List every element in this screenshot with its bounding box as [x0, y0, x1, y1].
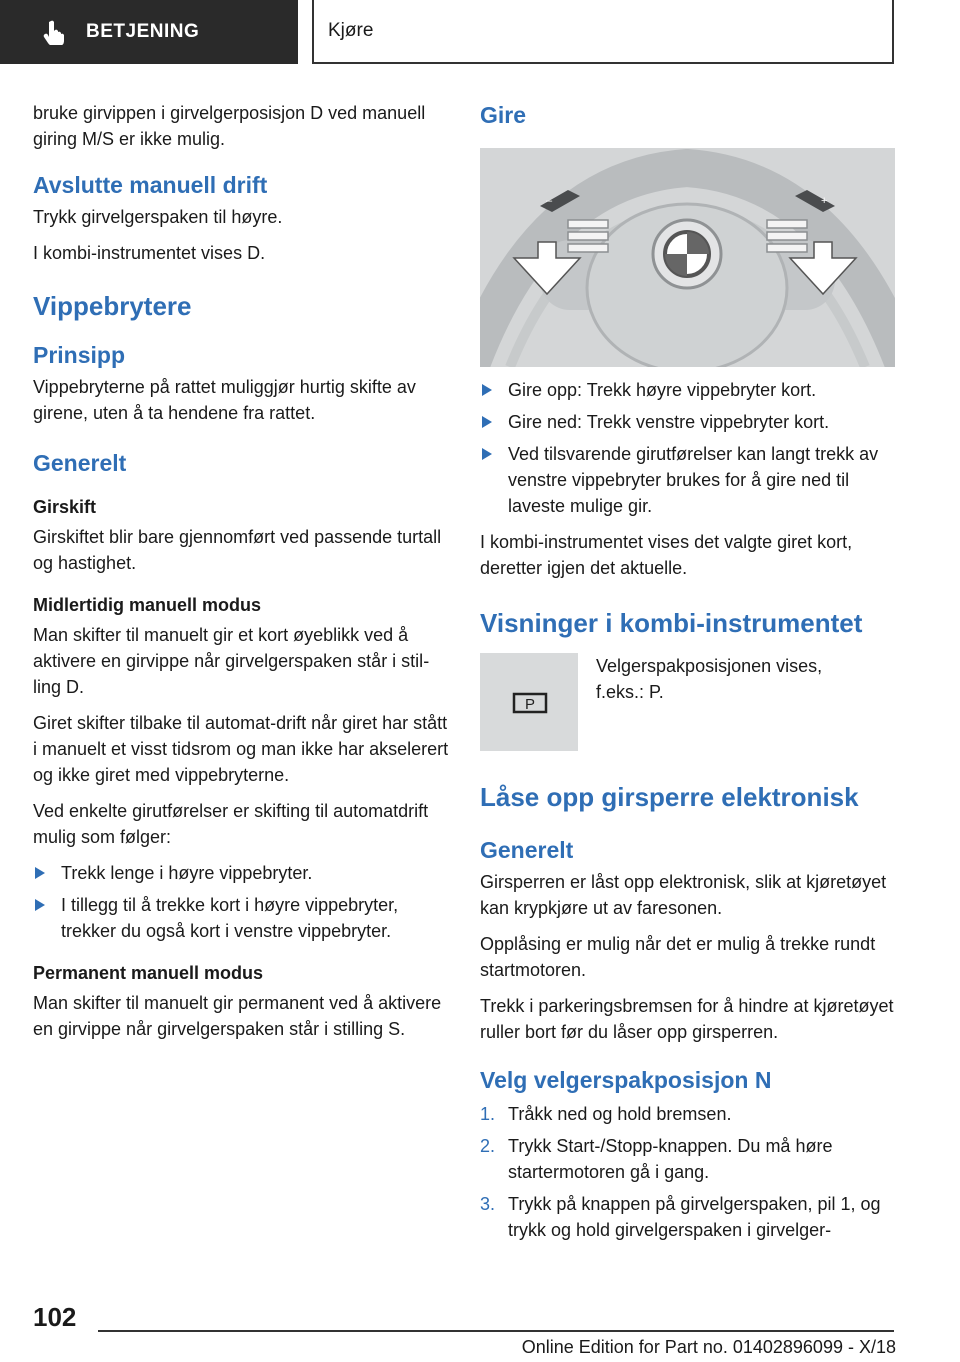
- list-item: Gire ned: Trekk venstre vippebryter kort.: [480, 409, 896, 435]
- paragraph: Trekk i parkeringsbremsen for å hindre at kjøretøyet ruller bort før du låser opp girsperren.: [480, 996, 894, 1042]
- heading-girskift: Girskift: [33, 497, 97, 517]
- heading-avslutte: Avslutte manuell drift: [33, 172, 268, 198]
- paragraph: I kombi-instrumentet vises det valgte giret kort, deretter igjen det aktuelle.: [480, 532, 853, 578]
- paragraph: Vippebryterne på rattet muliggjør hurtig skifte av girene, uten å ta hendene fra rattet.: [33, 377, 416, 423]
- paragraph: bruke girvippen i girvelgerposisjon D ved manuell giring M/S er ikke mulig.: [33, 103, 426, 149]
- footer-edition: Online Edition for Part no. 01402896099 - X/18: [521, 1337, 896, 1357]
- paragraph: Girskiftet blir bare gjennomført ved passende turtall og hastighet.: [33, 527, 442, 573]
- display-caption: Velgerspakposisjonen vises, f.eks.: P.: [596, 656, 823, 702]
- right-column: [480, 100, 896, 1253]
- list-item: 1. Tråkk ned og hold bremsen.: [480, 1104, 732, 1124]
- display-symbol: P: [524, 696, 536, 713]
- triangle-right-icon: [482, 384, 492, 396]
- heading-vippebrytere: Vippebrytere: [33, 291, 192, 321]
- paragraph: Ved enkelte girutførelser er skifting til automatdrift mulig som følger:: [33, 801, 429, 847]
- triangle-right-icon: [35, 899, 45, 911]
- list-item: Gire opp: Trekk høyre vippebryter kort.: [480, 377, 896, 403]
- heading-generelt: Generelt: [33, 450, 127, 476]
- section-label: BETJENING: [86, 21, 200, 42]
- paragraph: Girsperren er låst opp elektronisk, slik at kjøretøyet kan krypkjøre ut av faresonen.: [480, 872, 887, 918]
- footer-divider: [98, 1330, 894, 1332]
- paddle-minus-label: –: [546, 195, 553, 207]
- heading-laase: Låse opp girsperre elektronisk: [480, 782, 859, 812]
- display-indicator-row: [480, 653, 896, 751]
- numbered-list: [480, 1101, 896, 1243]
- gear-display-icon: [480, 653, 578, 751]
- paragraph: Opplåsing er mulig når det er mulig å trekke rundt startmotoren.: [480, 934, 876, 980]
- steering-wheel-illustration: [480, 148, 895, 367]
- paragraph: Trykk girvelgerspaken til høyre.: [33, 207, 283, 227]
- heading-visninger: Visninger i kombi-instrumentet: [480, 608, 863, 638]
- paddle-plus-label: +: [821, 195, 828, 207]
- section-tab: [0, 0, 298, 64]
- heading-midlertidig: Midlertidig manuell modus: [33, 595, 262, 615]
- triangle-right-icon: [482, 448, 492, 460]
- chapter-header: [312, 0, 894, 64]
- bullet-list: [33, 860, 449, 944]
- triangle-right-icon: [482, 416, 492, 428]
- heading-gire: Gire: [480, 102, 527, 128]
- page-number: 102: [33, 1302, 77, 1332]
- list-item: I tillegg til å trekke kort i høyre vippebryter, trekker du også kort i venstre vippebryter.: [33, 892, 449, 944]
- display-indicator-image: [480, 653, 578, 751]
- list-item: 3. Trykk på knappen på girvelgerspaken, pil 1, og trykk og hold girvelgerspaken i girvelger-: [480, 1194, 881, 1240]
- paragraph: I kombi-instrumentet vises D.: [33, 243, 266, 263]
- list-item: Trekk lenge i høyre vippebryter.: [33, 860, 449, 886]
- triangle-right-icon: [35, 867, 45, 879]
- paragraph: Giret skifter tilbake til automat-drift når giret har stått i manuelt et visst tidsrom og man ikke har akselerert og ikke giret med vippebryterne.: [33, 713, 449, 785]
- list-item: Ved tilsvarende girutførelser kan langt trekk av venstre vippebryter brukes for å gire ned til laveste mulige gir.: [480, 441, 896, 519]
- hand-pointer-icon: [42, 19, 68, 45]
- left-column: [33, 100, 449, 1052]
- heading-permanent: Permanent manuell modus: [33, 963, 264, 983]
- chapter-label: Kjøre: [328, 20, 374, 41]
- heading-generelt-right: Generelt: [480, 837, 574, 863]
- heading-prinsipp: Prinsipp: [33, 342, 126, 368]
- bullet-list: [480, 377, 896, 519]
- paragraph: Man skifter til manuelt gir permanent ved å aktivere en girvippe når girvelgerspaken står i stilling S.: [33, 993, 442, 1039]
- paragraph: Man skifter til manuelt gir et kort øyeblikk ved å aktivere en girvippe når girvelgerspaken står i stilling D.: [33, 625, 430, 697]
- heading-velg: Velg velgerspakposisjon N: [480, 1067, 772, 1093]
- list-item: 2. Trykk Start-/Stopp-knappen. Du må høre startermotoren gå i gang.: [480, 1136, 833, 1182]
